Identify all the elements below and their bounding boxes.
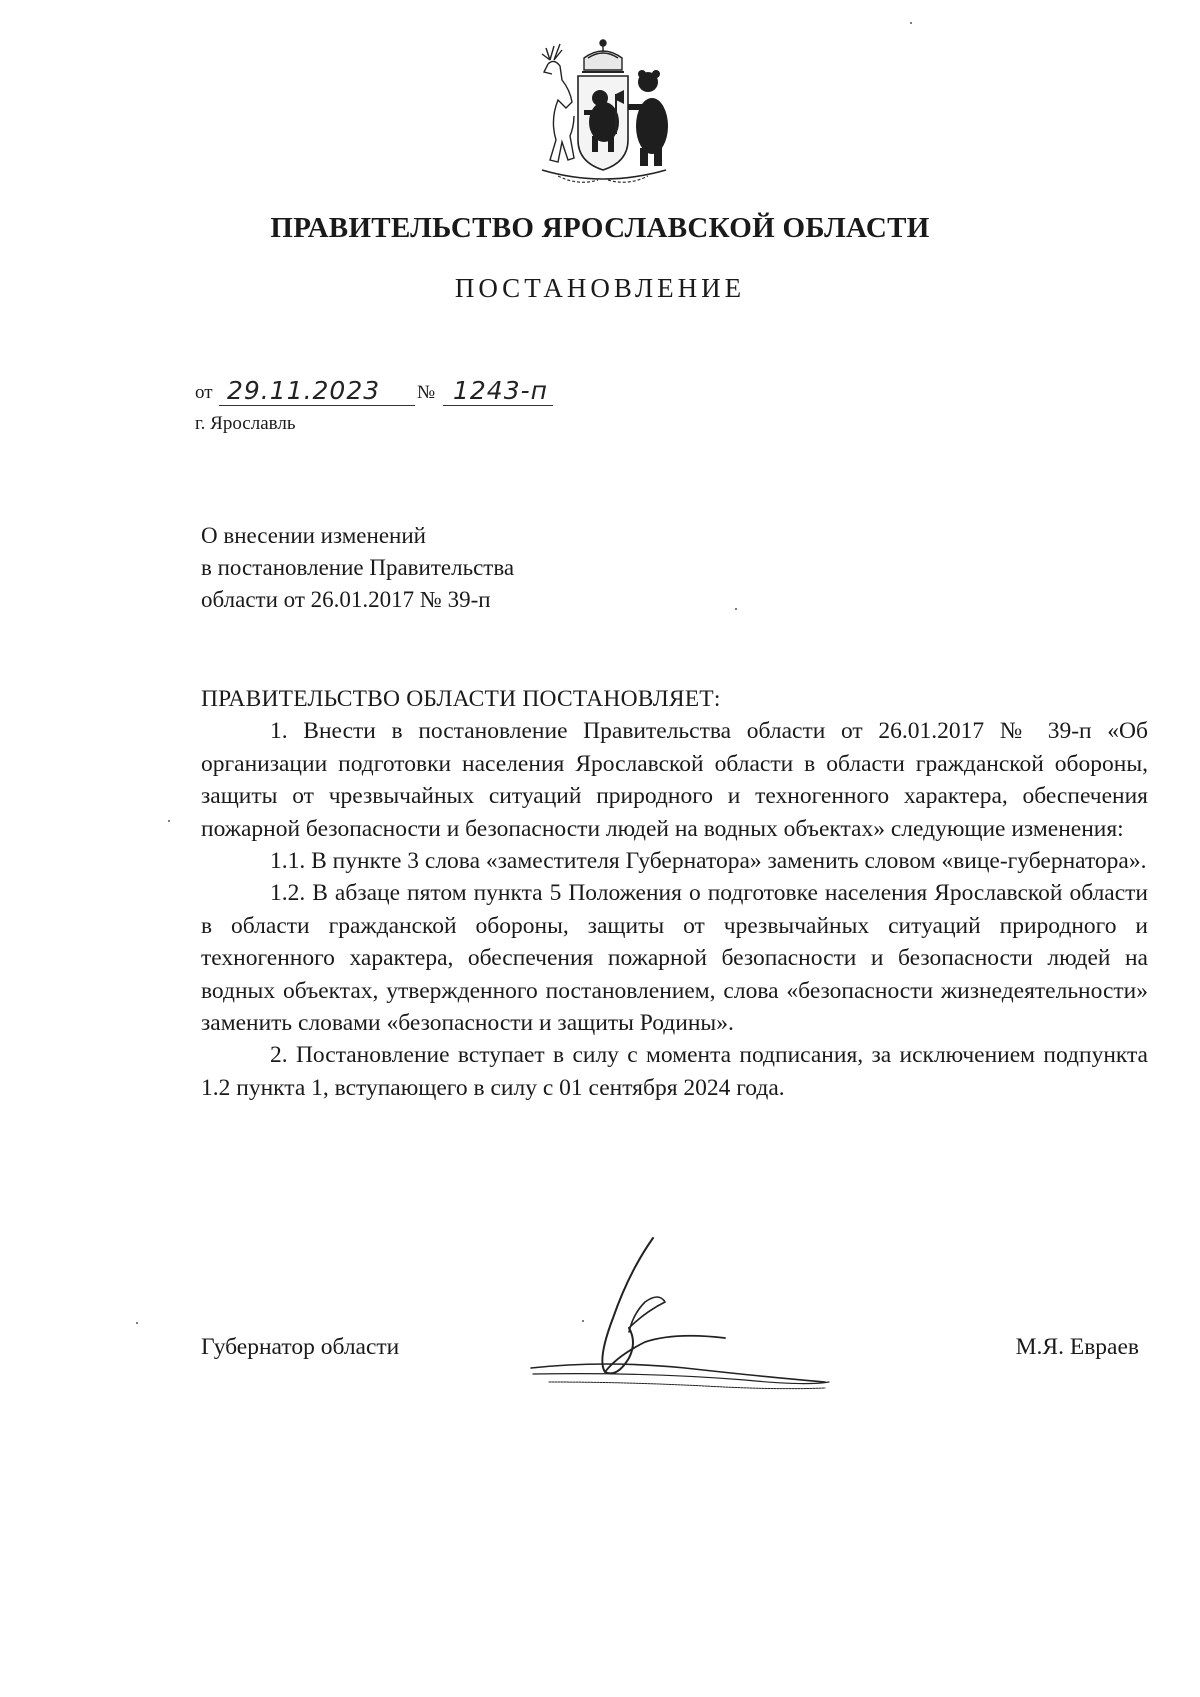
document-type: ПОСТАНОВЛЕНИЕ [454,273,746,303]
decree-phrase: ПРАВИТЕЛЬСТВО ОБЛАСТИ ПОСТАНОВЛЯЕТ: [201,686,721,712]
scan-speck [582,1320,584,1322]
document-body [201,683,1148,1104]
number-prefix: № [417,382,436,403]
subject-line: области от 26.01.2017 № 39-п [201,587,491,612]
subject-line: в постановление Правительства [201,555,515,580]
date-number-line [195,370,595,410]
scan-speck [168,820,170,822]
handwritten-number: 1243-п [453,376,548,405]
paragraph-1-1: 1.1. В пункте 3 слова «заместителя Губернатора» заменить словом «вице-губернатора». [270,848,1147,875]
date-underline [219,405,415,406]
city-label: г. Ярославль [195,413,296,434]
organization-title: ПРАВИТЕЛЬСТВО ЯРОСЛАВСКОЙ ОБЛАСТИ [270,212,930,244]
paragraph-1-2: 1.2. В абзаце пятом пункта 5 Положения о подготовке населения Ярославской области в области гражданской обороны, защиты от чрезвычайных ситуаций природного и техногенного характера, обеспечения пожарной безопасности и безопасности людей на водных объектах, утвержденного постановлением, слова «безопасности жизнедеятельности» заменить словами «безопасности и защиты Родины». [201,880,1148,1037]
handwritten-signature [525,1232,915,1402]
paragraph-1: 1. Внести в постановление Правительства области от 26.01.2017 № 39-п «Об организации подготовки населения Ярославской области в области гражданской обороны, защиты от чрезвычайных ситуаций природного и техногенного характера, обеспечения пожарной безопасности и безопасности людей на водных объектах» следующие изменения: [201,718,1148,842]
subject-line: О внесении изменений [201,523,426,548]
coat-of-arms-icon [528,30,678,190]
scan-speck [735,608,737,610]
scan-speck [910,22,912,24]
scan-speck [136,1322,138,1324]
signatory-title: Губернатор области [201,1334,400,1360]
document-subject [201,520,514,616]
signatory-name: М.Я. Евраев [1015,1334,1139,1360]
date-prefix: от [195,382,213,403]
handwritten-date: 29.11.2023 [227,376,381,405]
paragraph-2: 2. Постановление вступает в силу с момента подписания, за исключением подпункта 1.2 пункта 1, вступающего в силу с 01 сентября 2024 года. [201,1042,1148,1101]
number-underline [443,405,553,406]
